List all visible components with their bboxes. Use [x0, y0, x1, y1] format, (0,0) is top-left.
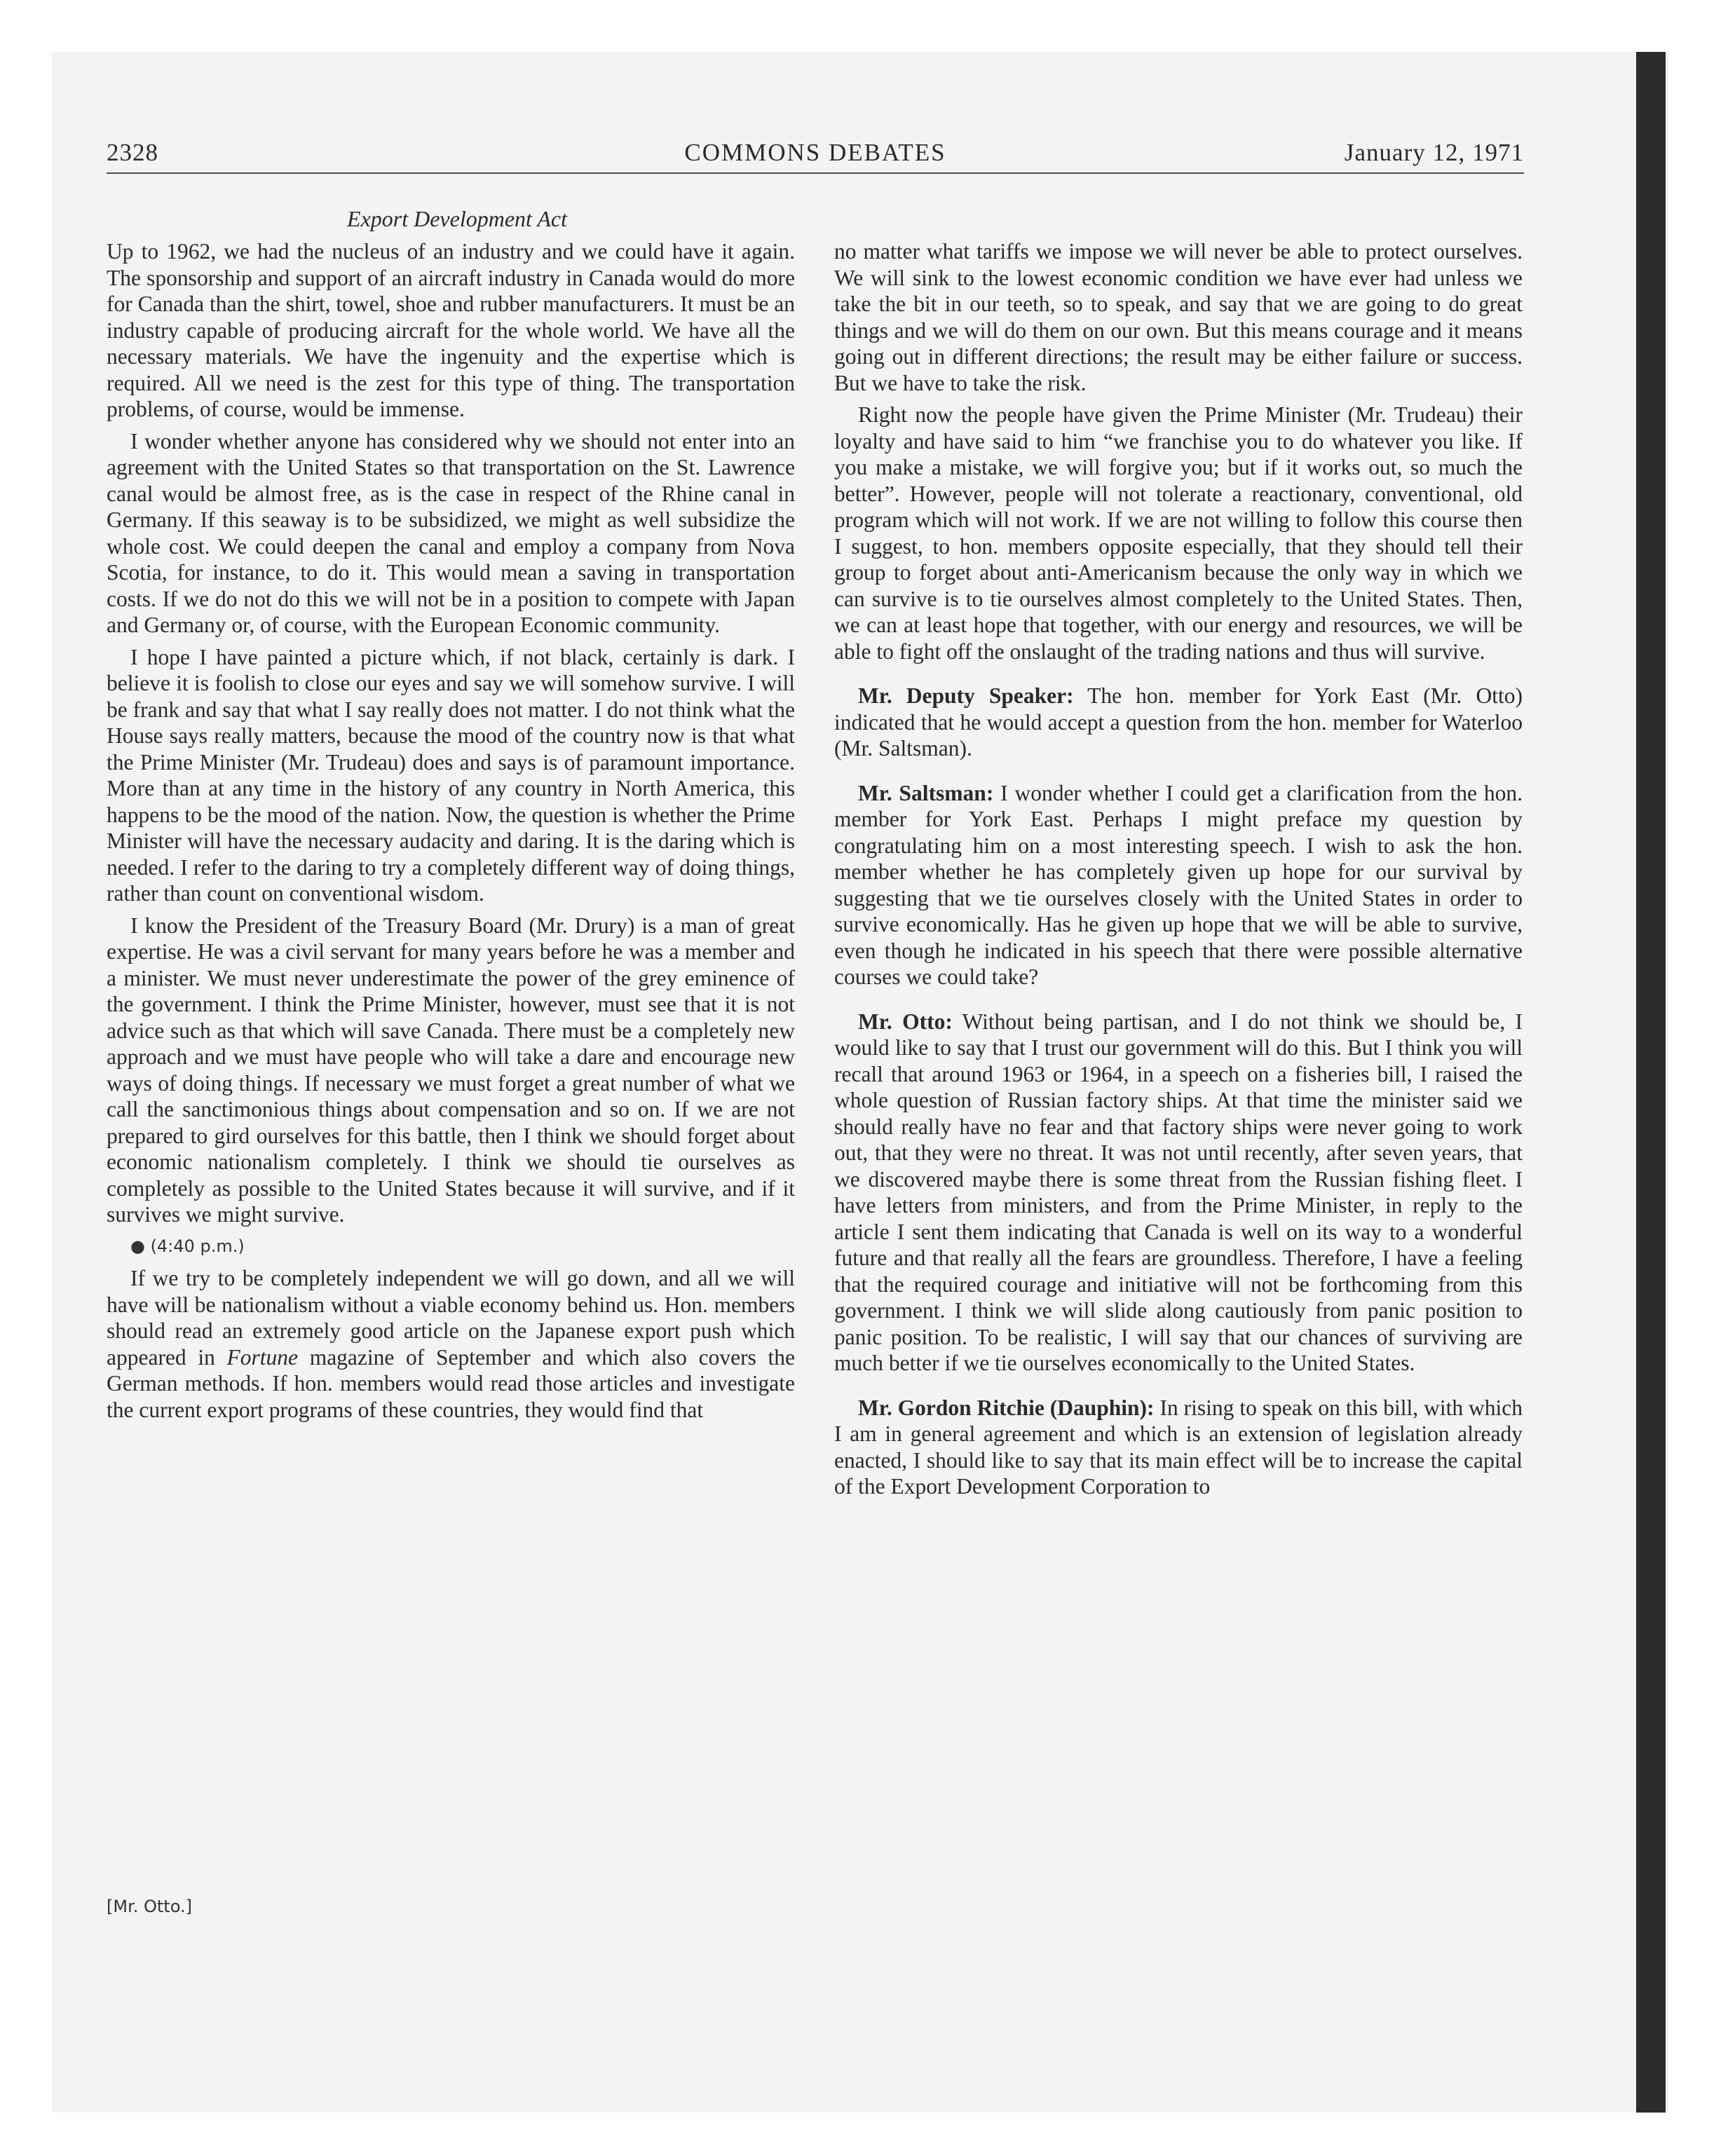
left-column — [107, 238, 795, 1935]
speech-ritchie — [834, 1395, 1523, 1500]
speech-text: The hon. member for York East (Mr. Otto) indicated that he would accept a question from the hon. member for Waterloo (Mr. Saltsman). — [834, 683, 1523, 760]
speaker-name: Mr. Deputy Speaker: — [858, 683, 1074, 708]
speaker-name: Mr. Gordon Ritchie (Dauphin): — [858, 1395, 1155, 1420]
paragraph: Up to 1962, we had the nucleus of an industry and we could have it again. The sponsorship and support of an aircraft industry in Canada would do more for Canada than the shirt, towel, shoe and rubber manufacturers. It must be an industry capable of producing aircraft for the whole world. We have all the necessary materials. We have the ingenuity and the expertise which is required. All we need is the zest for this type of thing. The transportation problems, of course, would be immense. — [107, 239, 795, 421]
paragraph: no matter what tariffs we impose we will never be able to protect ourselves. We will sink to the lowest economic condition we have ever had unless we take the bit in our teeth, so to speak, and say that we are going to do great things and we will do them on our own. But this means courage and it means going out in different directions; the result may be either failure or success. But we have to take the risk. — [834, 239, 1523, 395]
section-title: Export Development Act — [347, 206, 567, 231]
paragraph-text: magazine of September and which also covers the German methods. If hon. members would read those articles and investigate the current export programs of these countries, they would find that — [107, 1344, 795, 1422]
speech-saltsman — [834, 780, 1523, 990]
speaker-footer-note: [Mr. Otto.] — [107, 1897, 192, 1916]
scan-edge-bar — [1636, 52, 1666, 2113]
speaker-name: Mr. Otto: — [858, 1009, 953, 1034]
paragraph: I hope I have painted a picture which, if not black, certainly is dark. I believe it is foolish to close our eyes and say we will somehow survive. I will be frank and say that what I say really does not matter. I do not think what the House says really matters, because the mood of the country now is that what the Prime Minister (Mr. Trudeau) does and says is of paramount importance. More than at any time in the history of any country in North America, this happens to be the mood of the nation. Now, the question is whether the Prime Minister will have the necessary audacity and daring. It is the daring which is needed. I refer to the daring to try a completely different way of doing things, rather than count on conventional wisdom. — [107, 644, 795, 906]
paragraph: Right now the people have given the Prime Minister (Mr. Trudeau) their loyalty and have said to him “we franchise you to do whatever you like. If you make a mistake, we will forgive you; but if it works out, so much the better”. However, people will not tolerate a reactionary, conventional, old program which will not work. If we are not willing to follow this course then I suggest, to hon. members opposite especially, that they should tell their group to forget about anti-Americanism because the only way in which we can survive is to tie ourselves almost completely to the United States. Then, we can at least hope that together, with our energy and resources, we will be able to fight off the onslaught of the trading nations and thus will survive. — [834, 402, 1523, 664]
page-number: 2328 — [107, 139, 158, 166]
paragraph — [107, 1265, 795, 1423]
paragraph-text: If we try to be completely independent we will go down, and all we will have will be nationalism without a viable economy behind us. Hon. members should read an extremely good article on the Japanese export push which appeared in — [107, 1266, 795, 1370]
magazine-title: Fortune — [226, 1344, 299, 1370]
speech-text: In rising to speak on this bill, with which I am in general agreement and which is an extension of legislation already enacted, I should like to say that its main effect will be to increase the capital of the Export Development Corporation to — [834, 1395, 1523, 1499]
time-marker: ● (4:40 p.m.) — [130, 1236, 245, 1256]
paragraph: I wonder whether anyone has considered why we should not enter into an agreement with the United States so that transportation on the St. Lawrence canal would be almost free, as is the case in respect of the Rhine canal in Germany. If this seaway is to be subsidized, we might as well subsidize the whole cost. We could deepen the canal and employ a company from Nova Scotia, for instance, to do it. This would mean a saving in transportation costs. If we do not do this we will not be in a position to compete with Japan and Germany or, of course, with the European Economic community. — [107, 428, 795, 637]
page-header — [107, 139, 1524, 174]
speech-deputy-speaker — [834, 683, 1523, 762]
paragraph: I know the President of the Treasury Board (Mr. Drury) is a man of great expertise. He was a civil servant for many years before he was a member and a minister. We must never underestimate the power of the grey eminence of the government. I think the Prime Minister, however, must see that it is not advice such as that which will save Canada. There must be a completely new approach and we must have people who will take a dare and encourage new ways of doing things. If necessary we must forget a great number of what we call the sanctimonious things about compensation and so on. If we are not prepared to gird ourselves for this battle, then I think we should forget about economic nationalism completely. I think we should tie ourselves as completely as possible to the United States because it will survive, and if it survives we might survive. — [107, 913, 795, 1227]
page-date: January 12, 1971 — [1344, 139, 1524, 166]
speech-text: Without being partisan, and I do not think we should be, I would like to say that I trust our government will do this. But I think you will recall that around 1963 or 1964, in a speech on a fisheries bill, I raised the whole question of Russian factory ships. At that time the minister said we should really have no fear and that factory ships were never going to work out, that they were no threat. It was not until recently, after seven years, that we discovered maybe there is some threat from the Russian fishing fleet. I have letters from ministers, and from the Prime Minister, in reply to the article I sent them indicating that Canada is well on its way to a wonderful future and that really all the fears are groundless. Therefore, I have a feeling that the required courage and initiative will not be forthcoming from this government. I think we will slide along cautiously from panic position to panic position. To be realistic, I will say that our chances of surviving are much better if we tie ourselves economically to the United States. — [834, 1009, 1523, 1375]
speech-otto — [834, 1009, 1523, 1377]
running-title: COMMONS DEBATES — [684, 139, 946, 166]
right-column — [834, 238, 1523, 1935]
speech-text: I wonder whether I could get a clarification from the hon. member for York East. Perhaps I might preface my question by congratulating him on a most interesting speech. I wish to ask the hon. member whether he has completely given up hope for our survival by suggesting that we tie ourselves closely with the United States in order to survive economically. Has he given up hope that we will be able to survive, even though he indicated in his speech that there were possible alternative courses we could take? — [834, 780, 1523, 989]
speaker-name: Mr. Saltsman: — [858, 780, 994, 805]
